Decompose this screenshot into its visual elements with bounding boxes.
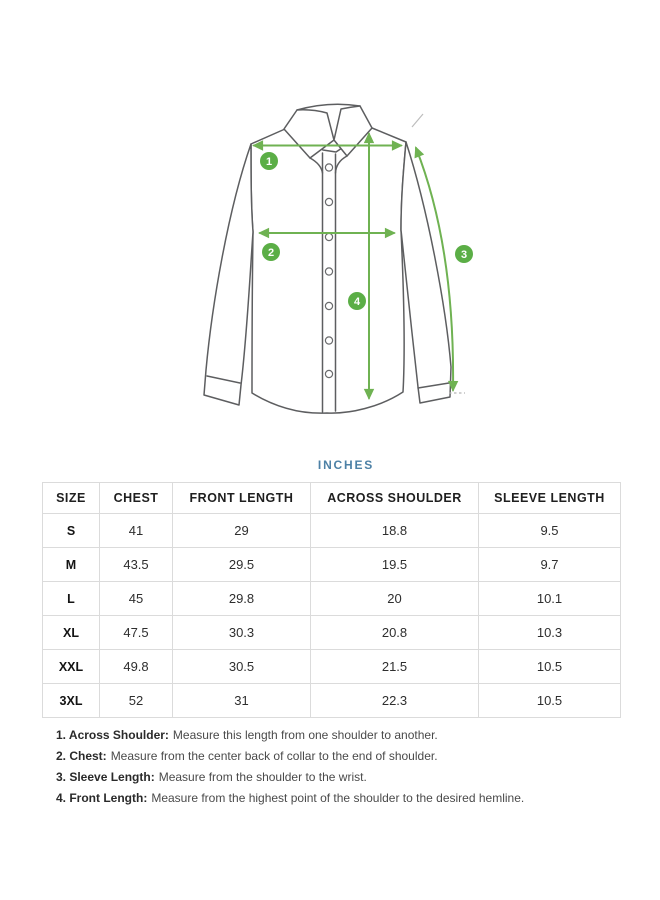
size-cell: 3XL	[43, 684, 100, 718]
value-cell: 10.3	[479, 616, 621, 650]
value-cell: 41	[100, 514, 173, 548]
value-cell: 47.5	[100, 616, 173, 650]
table-row	[43, 650, 621, 684]
marker-badge-4	[348, 292, 366, 310]
button	[325, 198, 332, 205]
value-cell: 9.5	[479, 514, 621, 548]
measurement-note	[56, 750, 626, 763]
shirt-left-sleeve	[204, 144, 253, 405]
column-header: ACROSS SHOULDER	[311, 483, 479, 514]
table-row	[43, 684, 621, 718]
button	[325, 370, 332, 377]
size-cell: M	[43, 548, 100, 582]
badge-number: 3	[460, 249, 468, 261]
note-label: 3. Sleeve Length:	[56, 770, 155, 784]
button	[325, 268, 332, 275]
size-cell: S	[43, 514, 100, 548]
badge-number: 1	[265, 156, 273, 168]
size-table	[42, 482, 621, 718]
header-row	[43, 483, 621, 514]
value-cell: 29	[173, 514, 311, 548]
value-cell: 21.5	[311, 650, 479, 684]
column-header: SIZE	[43, 483, 100, 514]
shirt-right-sleeve	[401, 142, 451, 403]
value-cell: 45	[100, 582, 173, 616]
value-cell: 18.8	[311, 514, 479, 548]
value-cell: 20	[311, 582, 479, 616]
size-cell: L	[43, 582, 100, 616]
note-label: 1. Across Shoulder:	[56, 728, 169, 742]
size-table-body	[43, 514, 621, 718]
table-row	[43, 548, 621, 582]
value-cell: 10.5	[479, 684, 621, 718]
value-cell: 22.3	[311, 684, 479, 718]
marker-badge-2	[262, 243, 280, 261]
column-header: SLEEVE LENGTH	[479, 483, 621, 514]
shirt-diagram-svg	[170, 95, 510, 435]
measurement-note	[56, 729, 626, 742]
note-text: Measure from the shoulder to the wrist.	[158, 770, 367, 784]
marker-badge-3	[455, 245, 473, 263]
column-header: FRONT LENGTH	[173, 483, 311, 514]
column-header: CHEST	[100, 483, 173, 514]
value-cell: 10.5	[479, 650, 621, 684]
table-row	[43, 582, 621, 616]
value-cell: 30.5	[173, 650, 311, 684]
badge-number: 4	[353, 296, 361, 308]
size-cell: XXL	[43, 650, 100, 684]
value-cell: 52	[100, 684, 173, 718]
measurement-notes	[56, 729, 626, 813]
value-cell: 10.1	[479, 582, 621, 616]
value-cell: 29.5	[173, 548, 311, 582]
value-cell: 19.5	[311, 548, 479, 582]
badge-number: 2	[267, 247, 275, 259]
table-row	[43, 514, 621, 548]
value-cell: 49.8	[100, 650, 173, 684]
table-row	[43, 616, 621, 650]
button	[325, 337, 332, 344]
value-cell: 29.8	[173, 582, 311, 616]
button	[325, 164, 332, 171]
note-text: Measure this length from one shoulder to another.	[172, 728, 438, 742]
note-label: 2. Chest:	[56, 749, 107, 763]
value-cell: 30.3	[173, 616, 311, 650]
value-cell: 43.5	[100, 548, 173, 582]
note-text: Measure from the highest point of the shoulder to the desired hemline.	[151, 791, 525, 805]
button	[325, 233, 332, 240]
measurement-note	[56, 771, 626, 784]
shoulder-tick	[412, 114, 423, 127]
value-cell: 9.7	[479, 548, 621, 582]
size-cell: XL	[43, 616, 100, 650]
measurement-note	[56, 792, 626, 805]
value-cell: 31	[173, 684, 311, 718]
value-cell: 20.8	[311, 616, 479, 650]
button	[325, 302, 332, 309]
unit-label: INCHES	[317, 458, 375, 472]
shirt-diagram	[170, 95, 510, 435]
marker-badge-1	[260, 152, 278, 170]
note-text: Measure from the center back of collar to the end of shoulder.	[110, 749, 438, 763]
size-table-header	[43, 483, 621, 514]
note-label: 4. Front Length:	[56, 791, 148, 805]
